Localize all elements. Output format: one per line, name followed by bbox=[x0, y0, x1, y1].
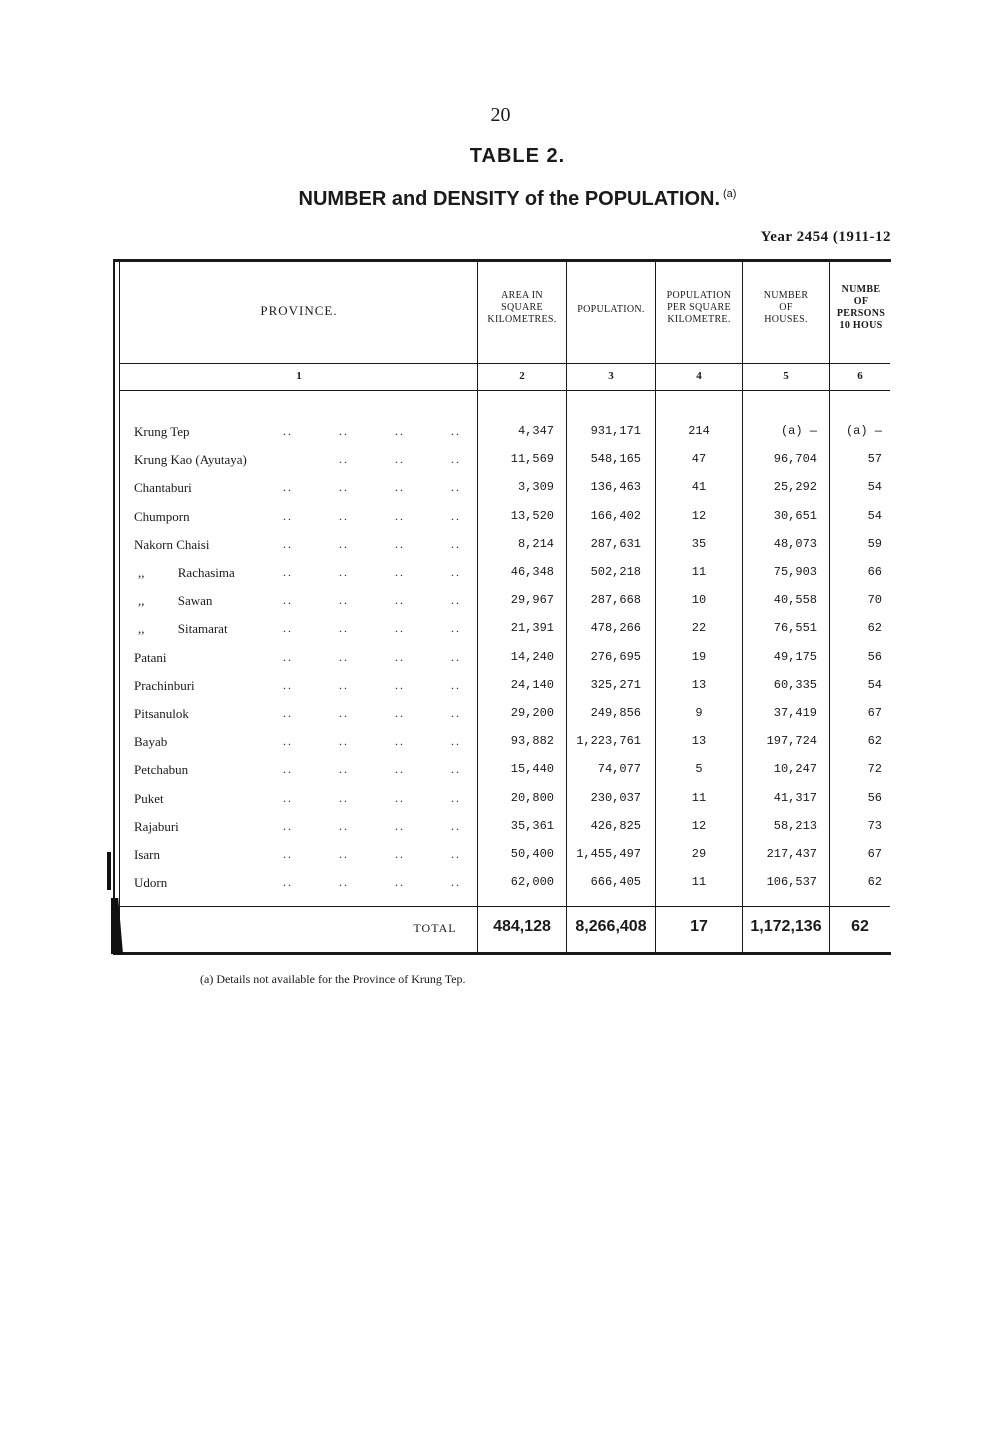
dot-leader: .. bbox=[451, 621, 461, 635]
persons-cell: 56 bbox=[867, 791, 882, 805]
dot-leader: .. bbox=[395, 650, 405, 664]
dot-leader: .. bbox=[395, 819, 405, 833]
houses-cell: 40,558 bbox=[773, 593, 817, 607]
header-persons-line4: 10 HOUS bbox=[839, 320, 883, 331]
population-cell: 325,271 bbox=[590, 678, 641, 692]
dot-leader: .. bbox=[339, 480, 349, 494]
houses-cell: (a) — bbox=[780, 424, 817, 438]
province-name: ,, Sawan bbox=[138, 593, 213, 608]
population-cell: 502,218 bbox=[590, 565, 641, 579]
dot-leader: .. bbox=[451, 424, 461, 438]
header-houses-line3: HOUSES. bbox=[764, 314, 808, 325]
persons-cell: 62 bbox=[867, 734, 882, 748]
population-cell: 230,037 bbox=[590, 791, 641, 805]
dot-leader: .. bbox=[395, 791, 405, 805]
header-area-line3: KILOMETRES. bbox=[487, 314, 557, 325]
dot-leader: .. bbox=[395, 424, 405, 438]
area-cell: 29,967 bbox=[510, 593, 554, 607]
header-houses bbox=[743, 290, 829, 326]
dot-leader: .. bbox=[283, 819, 293, 833]
density-cell: 41 bbox=[691, 480, 707, 494]
total-top-rule bbox=[120, 906, 890, 907]
dot-leader: .. bbox=[395, 734, 405, 748]
population-cell: 478,266 bbox=[590, 621, 641, 635]
density-cell: 47 bbox=[691, 452, 707, 466]
density-cell: 13 bbox=[691, 734, 707, 748]
persons-cell: 62 bbox=[867, 621, 882, 635]
population-cell: 1,455,497 bbox=[576, 847, 641, 861]
houses-cell: 96,704 bbox=[773, 452, 817, 466]
area-cell: 46,348 bbox=[510, 565, 554, 579]
dot-leader: .. bbox=[283, 537, 293, 551]
houses-cell: 197,724 bbox=[766, 734, 817, 748]
dot-leader: .. bbox=[283, 480, 293, 494]
density-cell: 9 bbox=[695, 706, 703, 720]
dot-leader: .. bbox=[339, 819, 349, 833]
persons-cell: 57 bbox=[867, 452, 882, 466]
dot-leader: .. bbox=[339, 706, 349, 720]
province-name: Udorn bbox=[134, 875, 168, 890]
province-name: ,, Sitamarat bbox=[138, 621, 228, 636]
table-title: TABLE 2. bbox=[469, 145, 566, 167]
dot-leader: .. bbox=[339, 424, 349, 438]
table-bottom-rule bbox=[113, 952, 891, 955]
footnote: (a) Details not available for the Province of Krung Tep. bbox=[200, 972, 466, 986]
table-left-inner-rule bbox=[119, 262, 120, 952]
persons-cell: 70 bbox=[867, 593, 882, 607]
province-name: Nakorn Chaisi bbox=[134, 537, 210, 552]
houses-cell: 106,537 bbox=[766, 875, 817, 889]
scan-mark-edge bbox=[107, 852, 111, 890]
population-cell: 74,077 bbox=[597, 762, 641, 776]
persons-cell: 54 bbox=[867, 480, 882, 494]
dot-leader: .. bbox=[451, 847, 461, 861]
header-houses-line2: OF bbox=[779, 302, 793, 313]
houses-cell: 48,073 bbox=[773, 537, 817, 551]
area-cell: 15,440 bbox=[510, 762, 554, 776]
population-cell: 426,825 bbox=[590, 819, 641, 833]
houses-cell: 217,437 bbox=[766, 847, 817, 861]
header-density-line3: KILOMETRE. bbox=[667, 314, 731, 325]
dot-leader: .. bbox=[451, 480, 461, 494]
persons-cell: 73 bbox=[867, 819, 882, 833]
dot-leader: .. bbox=[395, 452, 405, 466]
dot-leader: .. bbox=[283, 424, 293, 438]
dot-leader: .. bbox=[451, 509, 461, 523]
province-name: Rajaburi bbox=[134, 819, 179, 834]
population-cell: 931,171 bbox=[590, 424, 641, 438]
dot-leader: .. bbox=[451, 565, 461, 579]
dot-leader: .. bbox=[451, 537, 461, 551]
total-density: 17 bbox=[690, 918, 708, 935]
province-name: Krung Tep bbox=[134, 424, 190, 439]
dot-leader: .. bbox=[451, 875, 461, 889]
dot-leader: .. bbox=[395, 509, 405, 523]
header-persons-line1: NUMBE bbox=[841, 284, 881, 295]
dot-leader: .. bbox=[283, 791, 293, 805]
density-cell: 5 bbox=[695, 762, 703, 776]
subtitle-text: NUMBER and DENSITY of the POPULATION. bbox=[298, 188, 721, 210]
density-cell: 29 bbox=[691, 847, 707, 861]
total-label: TOTAL bbox=[413, 921, 457, 935]
dot-leader: .. bbox=[451, 650, 461, 664]
density-cell: 35 bbox=[691, 537, 707, 551]
density-cell: 19 bbox=[691, 650, 707, 664]
header-persons bbox=[830, 284, 892, 332]
area-cell: 8,214 bbox=[517, 537, 554, 551]
colnum-1: 1 bbox=[296, 370, 302, 382]
colnum-5: 5 bbox=[783, 370, 789, 382]
header-density-line2: PER SQUARE bbox=[667, 302, 731, 313]
area-cell: 21,391 bbox=[510, 621, 554, 635]
dot-leader: .. bbox=[339, 650, 349, 664]
page-number: 20 bbox=[490, 104, 511, 126]
area-cell: 11,569 bbox=[510, 452, 554, 466]
year-label: Year 2454 (1911-12 bbox=[760, 229, 891, 245]
header-persons-line3: PERSONS bbox=[836, 308, 886, 319]
density-cell: 22 bbox=[691, 621, 707, 635]
area-cell: 93,882 bbox=[510, 734, 554, 748]
province-name: Petchabun bbox=[134, 762, 189, 777]
dot-leader: .. bbox=[283, 762, 293, 776]
population-cell: 136,463 bbox=[590, 480, 641, 494]
population-cell: 249,856 bbox=[590, 706, 641, 720]
dot-leader: .. bbox=[395, 593, 405, 607]
colnum-bottom-rule bbox=[120, 390, 890, 391]
area-cell: 13,520 bbox=[510, 509, 554, 523]
dot-leader: .. bbox=[395, 565, 405, 579]
persons-cell: 66 bbox=[867, 565, 882, 579]
persons-cell: 54 bbox=[867, 509, 882, 523]
houses-cell: 76,551 bbox=[773, 621, 817, 635]
subtitle-note-marker: (a) bbox=[723, 188, 737, 200]
area-cell: 4,347 bbox=[517, 424, 554, 438]
population-cell: 666,405 bbox=[590, 875, 641, 889]
dot-leader: .. bbox=[283, 565, 293, 579]
dot-leader: .. bbox=[451, 819, 461, 833]
dot-leader: .. bbox=[395, 875, 405, 889]
table-subtitle bbox=[0, 188, 1001, 211]
persons-cell: 54 bbox=[867, 678, 882, 692]
dot-leader: .. bbox=[451, 791, 461, 805]
colnum-6: 6 bbox=[857, 370, 863, 382]
dot-leader: .. bbox=[339, 875, 349, 889]
area-cell: 24,140 bbox=[510, 678, 554, 692]
dot-leader: .. bbox=[339, 847, 349, 861]
dot-leader: .. bbox=[395, 480, 405, 494]
density-cell: 11 bbox=[691, 791, 707, 805]
houses-cell: 41,317 bbox=[773, 791, 817, 805]
dot-leader: .. bbox=[339, 762, 349, 776]
area-cell: 14,240 bbox=[510, 650, 554, 664]
houses-cell: 25,292 bbox=[773, 480, 817, 494]
dot-leader: .. bbox=[451, 762, 461, 776]
dot-leader: .. bbox=[283, 650, 293, 664]
dot-leader: .. bbox=[339, 509, 349, 523]
dot-leader: .. bbox=[339, 565, 349, 579]
colnum-4: 4 bbox=[696, 370, 702, 382]
population-cell: 276,695 bbox=[590, 650, 641, 664]
dot-leader: .. bbox=[451, 452, 461, 466]
houses-cell: 37,419 bbox=[773, 706, 817, 720]
houses-cell: 75,903 bbox=[773, 565, 817, 579]
population-cell: 287,668 bbox=[590, 593, 641, 607]
header-persons-line2: OF bbox=[853, 296, 869, 307]
header-area-line2: SQUARE bbox=[501, 302, 543, 313]
density-cell: 214 bbox=[688, 424, 710, 438]
province-name: Chumporn bbox=[134, 509, 190, 524]
total-houses: 1,172,136 bbox=[750, 918, 822, 935]
density-cell: 10 bbox=[691, 593, 707, 607]
dot-leader: .. bbox=[339, 537, 349, 551]
dot-leader: .. bbox=[395, 621, 405, 635]
dot-leader: .. bbox=[283, 875, 293, 889]
dot-leader: .. bbox=[395, 762, 405, 776]
dot-leader: .. bbox=[339, 621, 349, 635]
total-area: 484,128 bbox=[493, 918, 551, 935]
density-cell: 13 bbox=[691, 678, 707, 692]
province-name: Patani bbox=[134, 650, 167, 665]
dot-leader: .. bbox=[339, 678, 349, 692]
dot-leader: .. bbox=[283, 847, 293, 861]
province-name: Isarn bbox=[134, 847, 160, 862]
dot-leader: .. bbox=[451, 706, 461, 720]
houses-cell: 10,247 bbox=[773, 762, 817, 776]
houses-cell: 58,213 bbox=[773, 819, 817, 833]
colnum-2: 2 bbox=[519, 370, 525, 382]
header-area-line1: AREA IN bbox=[501, 290, 543, 301]
population-cell: 166,402 bbox=[590, 509, 641, 523]
dot-leader: .. bbox=[283, 509, 293, 523]
houses-cell: 30,651 bbox=[773, 509, 817, 523]
density-cell: 11 bbox=[691, 875, 707, 889]
dot-leader: .. bbox=[395, 678, 405, 692]
header-houses-line1: NUMBER bbox=[763, 290, 809, 301]
area-cell: 20,800 bbox=[510, 791, 554, 805]
population-cell: 548,165 bbox=[590, 452, 641, 466]
province-name: ,, Rachasima bbox=[138, 565, 235, 580]
province-name: Bayab bbox=[134, 734, 168, 749]
dot-leader: .. bbox=[395, 537, 405, 551]
density-cell: 12 bbox=[691, 819, 707, 833]
persons-cell: 72 bbox=[867, 762, 882, 776]
persons-cell: 59 bbox=[867, 537, 882, 551]
province-name: Krung Kao (Ayutaya) bbox=[134, 452, 247, 467]
dot-leader: .. bbox=[451, 734, 461, 748]
persons-cell: 67 bbox=[867, 706, 882, 720]
total-population: 8,266,408 bbox=[575, 918, 647, 935]
dot-leader: .. bbox=[339, 452, 349, 466]
dot-leader: .. bbox=[395, 706, 405, 720]
dot-leader: .. bbox=[283, 621, 293, 635]
dot-leader: .. bbox=[339, 734, 349, 748]
dot-leader: .. bbox=[339, 791, 349, 805]
table-top-rule bbox=[113, 259, 891, 262]
dot-leader: .. bbox=[283, 706, 293, 720]
houses-cell: 60,335 bbox=[773, 678, 817, 692]
province-name: Prachinburi bbox=[134, 678, 195, 693]
density-cell: 11 bbox=[691, 565, 707, 579]
dot-leader: .. bbox=[451, 593, 461, 607]
province-name: Pitsanulok bbox=[134, 706, 189, 721]
dot-leader: .. bbox=[283, 734, 293, 748]
header-density bbox=[656, 290, 742, 326]
houses-cell: 49,175 bbox=[773, 650, 817, 664]
total-persons: 62 bbox=[851, 918, 869, 935]
density-cell: 12 bbox=[691, 509, 707, 523]
header-bottom-rule bbox=[120, 363, 890, 364]
province-name: Puket bbox=[134, 791, 164, 806]
dot-leader: .. bbox=[339, 593, 349, 607]
area-cell: 35,361 bbox=[510, 819, 554, 833]
population-cell: 1,223,761 bbox=[576, 734, 641, 748]
persons-cell: (a) — bbox=[845, 424, 882, 438]
persons-cell: 56 bbox=[867, 650, 882, 664]
header-area bbox=[478, 290, 566, 326]
dot-leader: .. bbox=[451, 678, 461, 692]
area-cell: 3,309 bbox=[517, 480, 554, 494]
dot-leader: .. bbox=[395, 847, 405, 861]
header-province: PROVINCE. bbox=[260, 303, 338, 318]
dot-leader: .. bbox=[283, 678, 293, 692]
area-cell: 62,000 bbox=[510, 875, 554, 889]
table-left-rule bbox=[113, 259, 115, 955]
population-cell: 287,631 bbox=[590, 537, 641, 551]
area-cell: 29,200 bbox=[510, 706, 554, 720]
area-cell: 50,400 bbox=[510, 847, 554, 861]
dot-leader: .. bbox=[283, 593, 293, 607]
colnum-3: 3 bbox=[608, 370, 614, 382]
province-name: Chantaburi bbox=[134, 480, 192, 495]
persons-cell: 62 bbox=[867, 875, 882, 889]
header-density-line1: POPULATION bbox=[666, 290, 732, 301]
header-population: POPULATION. bbox=[577, 304, 645, 315]
persons-cell: 67 bbox=[867, 847, 882, 861]
